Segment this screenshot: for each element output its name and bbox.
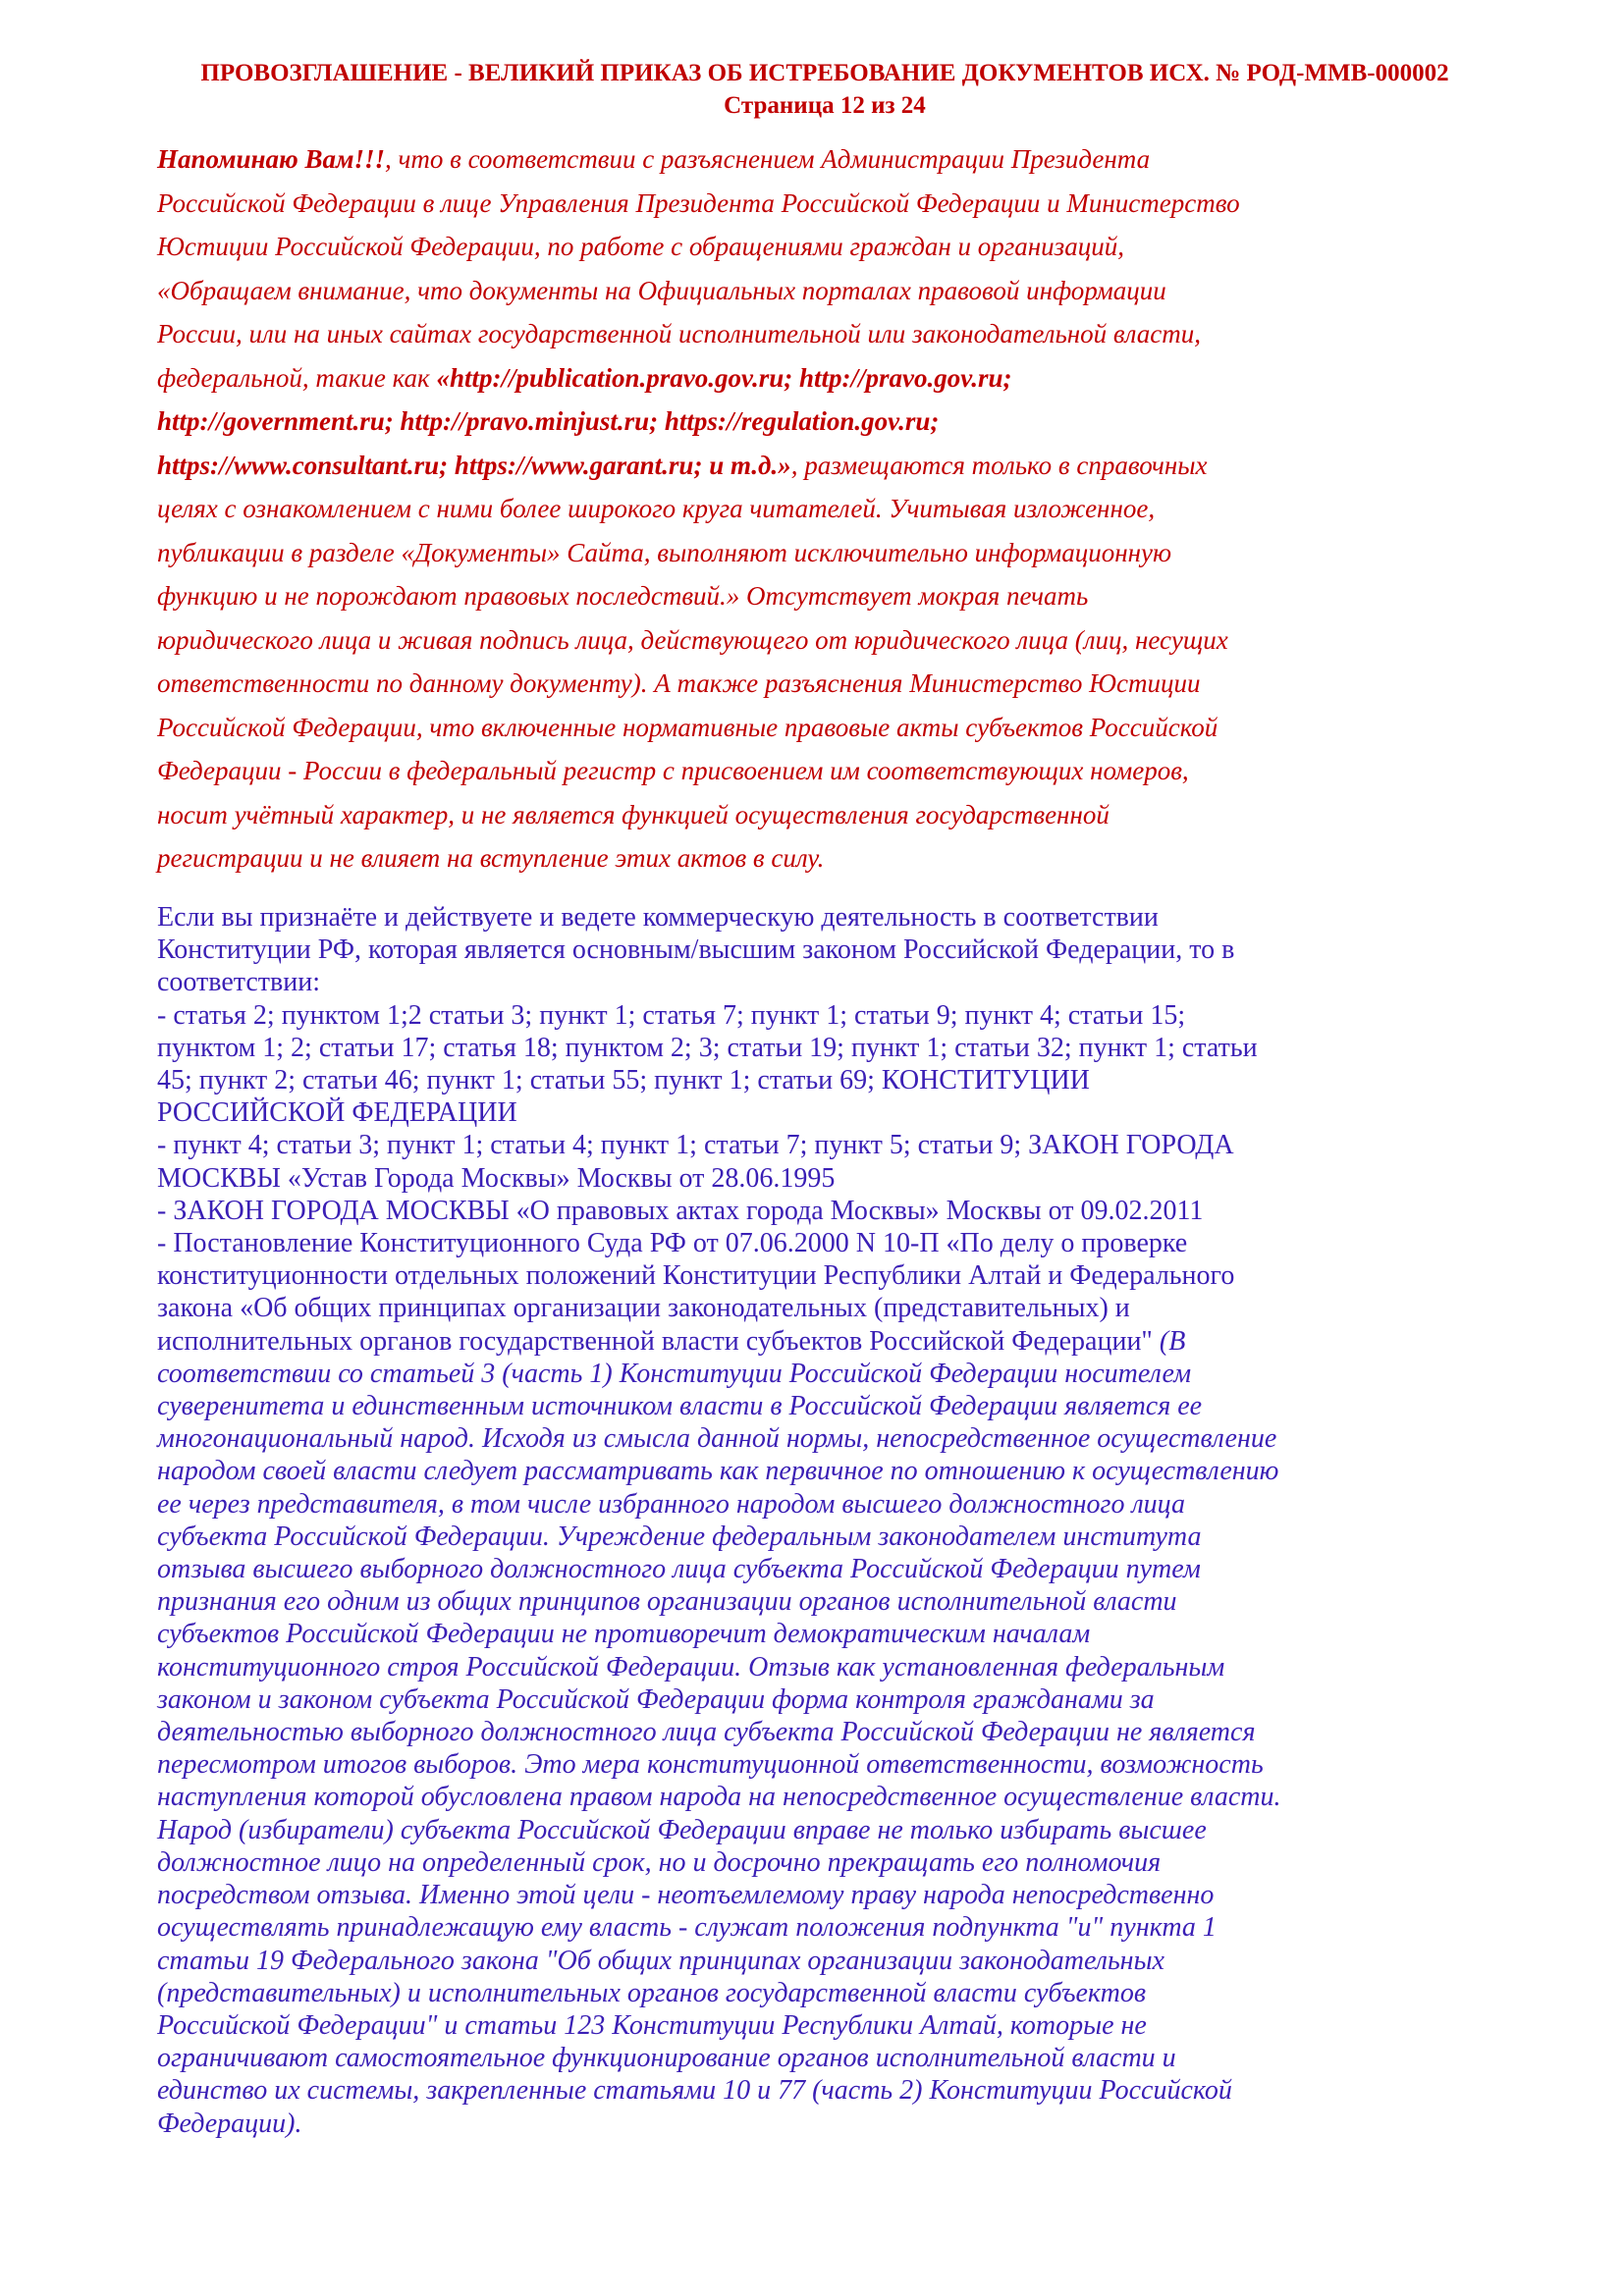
section-line: конституционности отдельных положений Конституции Республики Алтай и Федерального bbox=[157, 1260, 1235, 1292]
reminder-line: , что в соответствии с разъяснением Администрации Президента bbox=[384, 144, 1151, 174]
document-title: ПРОВОЗГЛАШЕНИЕ - ВЕЛИКИЙ ПРИКАЗ ОБ ИСТРЕБОВАНИЕ ДОКУМЕНТОВ ИСХ. № РОД-ММВ-000002 bbox=[200, 60, 1449, 86]
quote-start: (В bbox=[1152, 1325, 1186, 1357]
quote-line: статьи 19 Федерального закона "Об общих принципах организации законодательных bbox=[157, 1945, 1164, 1976]
quote-line: соответствии со статьей 3 (часть 1) Конституции Российской Федерации носителем bbox=[157, 1358, 1192, 1389]
reminder-line: ответственности по данному документу). А также разъяснения Министерство Юстиции bbox=[157, 668, 1201, 698]
links-list: https://www.consultant.ru; https://www.garant.ru; и т.д.» bbox=[157, 450, 791, 480]
quote-line: признания его одним из общих принципов организации органов исполнительной власти bbox=[157, 1586, 1177, 1618]
reminder-line: носит учётный характер, и не является функцией осуществления государственной bbox=[157, 799, 1110, 829]
reminder-line: Российской Федерации, что включенные нормативные правовые акты субъектов Российской bbox=[157, 712, 1218, 742]
quote-line: конституционного строя Российской Федерации. Отзыв как установленная федеральным bbox=[157, 1651, 1225, 1682]
reminder-line: Юстиции Российской Федерации, по работе с обращениями граждан и организаций, bbox=[157, 232, 1124, 261]
reminder-line: , размещаются только в справочных bbox=[790, 450, 1208, 480]
reminder-line: функцию и не порождают правовых последствий.» Отсутствует мокрая печать bbox=[157, 581, 1089, 611]
section-line: - пункт 4; статьи 3; пункт 1; статьи 4; пункт 1; статьи 7; пункт 5; статьи 9; ЗАКОН ГОРОДА bbox=[157, 1130, 1234, 1161]
section-line: - ЗАКОН ГОРОДА МОСКВЫ «О правовых актах города Москвы» Москвы от 09.02.2011 bbox=[157, 1195, 1204, 1226]
section-line: пунктом 1; 2; статьи 17; статья 18; пунктом 2; 3; статьи 19; пункт 1; статьи 32; пункт 1; статьи bbox=[157, 1032, 1258, 1063]
links-list: http://government.ru; http://pravo.minjust.ru; https://regulation.gov.ru; bbox=[157, 406, 940, 436]
quote-line: ее через представителя, в том числе избранного народом высшего должностного лица bbox=[157, 1488, 1185, 1520]
quote-line: суверенитета и единственным источником власти в Российской Федерации является ее bbox=[157, 1391, 1203, 1422]
quote-line: должностное лицо на определенный срок, но и досрочно прекращать его полномочия bbox=[157, 1846, 1162, 1878]
constitution-section bbox=[157, 901, 1542, 2140]
section-line: соответствии: bbox=[157, 967, 320, 998]
reminder-line: целях с ознакомлением с ними более широкого круга читателей. Учитывая изложенное, bbox=[157, 494, 1156, 523]
quote-line: (представительных) и исполнительных органов государственной власти субъектов bbox=[157, 1977, 1147, 2008]
section-line: закона «Об общих принципах организации законодательных (представительных) и bbox=[157, 1293, 1130, 1324]
quote-line: многонациональный народ. Исходя из смысла данной нормы, непосредственное осуществление bbox=[157, 1423, 1277, 1455]
reminder-paragraph bbox=[157, 137, 1532, 881]
quote-line: Российской Федерации" и статьи 123 Конституции Республики Алтай, которые не bbox=[157, 2009, 1147, 2041]
reminder-line: России, или на иных сайтах государственной исполнительной или законодательной власти, bbox=[157, 319, 1201, 348]
reminder-line: юридического лица и живая подпись лица, действующего от юридического лица (лиц, несущих bbox=[157, 624, 1228, 655]
reminder-line: федеральной, такие как bbox=[157, 362, 437, 393]
reminder-line: «Обращаем внимание, что документы на Официальных порталах правовой информации bbox=[157, 275, 1166, 305]
page-number: Страница 12 из 24 bbox=[724, 92, 926, 119]
section-line: - статья 2; пунктом 1;2 статьи 3; пункт 1; статья 7; пункт 1; статьи 9; пункт 4; статьи 15; bbox=[157, 999, 1186, 1031]
quote-line: народом своей власти следует рассматривать как первичное по отношению к осуществлению bbox=[157, 1456, 1279, 1487]
quote-line: субъектов Российской Федерации не противоречит демократическим началам bbox=[157, 1619, 1091, 1650]
quote-line: субъекта Российской Федерации. Учреждение федеральным законодателем института bbox=[157, 1521, 1202, 1552]
section-line: МОСКВЫ «Устав Города Москвы» Москвы от 28.06.1995 bbox=[157, 1162, 836, 1194]
reminder-line: регистрации и не влияет на вступление этих актов в силу. bbox=[157, 843, 825, 873]
quote-line: Народ (избиратели) субъекта Российской Федерации вправе не только избирать высшее bbox=[157, 1814, 1207, 1845]
links-list: «http://publication.pravo.gov.ru; http://pravo.gov.ru; bbox=[436, 362, 1012, 393]
quote-line: осуществлять принадлежащую ему власть - служат положения подпункта "и" пункта 1 bbox=[157, 1912, 1217, 1944]
reminder-line: Федерации - России в федеральный регистр с присвоением им соответствующих номеров, bbox=[157, 756, 1189, 785]
section-line: РОССИЙСКОЙ ФЕДЕРАЦИИ bbox=[157, 1097, 517, 1129]
section-line: Конституции РФ, которая является основным/высшим законом Российской Федерации, то в bbox=[157, 934, 1235, 966]
quote-line: пересмотром итогов выборов. Это мера конституционной ответственности, возможность bbox=[157, 1749, 1264, 1781]
section-line: 45; пункт 2; статьи 46; пункт 1; статьи 55; пункт 1; статьи 69; КОНСТИТУЦИИ bbox=[157, 1065, 1090, 1096]
reminder-line: Российской Федерации в лице Управления Президента Российской Федерации и Министерство bbox=[157, 187, 1240, 218]
section-line: - Постановление Конституционного Суда РФ от 07.06.2000 N 10-П «По делу о проверке bbox=[157, 1228, 1188, 1259]
document-header bbox=[108, 57, 1542, 122]
reminder-lead: Напоминаю Вам!!! bbox=[157, 144, 385, 174]
quote-line: Федерации). bbox=[157, 2108, 302, 2139]
quote-line: единство их системы, закрепленные статьями 10 и 77 (часть 2) Конституции Российской bbox=[157, 2075, 1232, 2107]
section-line: исполнительных органов государственной власти субъектов Российской Федерации" bbox=[157, 1325, 1153, 1357]
reminder-line: публикации в разделе «Документы» Сайта, выполняют исключительно информационную bbox=[157, 537, 1172, 567]
section-line: Если вы признаёте и действуете и ведете коммерческую деятельность в соответствии bbox=[157, 902, 1159, 933]
quote-line: посредством отзыва. Именно этой цели - неотъемлемому праву народа непосредственно bbox=[157, 1880, 1215, 1911]
quote-line: законом и законом субъекта Российской Федерации форма контроля гражданами за bbox=[157, 1683, 1155, 1715]
quote-line: деятельностью выборного должностного лица субъекта Российской Федерации не является bbox=[157, 1717, 1256, 1748]
quote-line: отзыва высшего выборного должностного лица субъекта Российской Федерации путем bbox=[157, 1554, 1201, 1585]
quote-line: наступления которой обусловлена правом народа на непосредственное осуществление власти. bbox=[157, 1782, 1281, 1813]
quote-line: ограничивают самостоятельное функционирование органов исполнительной власти и bbox=[157, 2043, 1176, 2074]
